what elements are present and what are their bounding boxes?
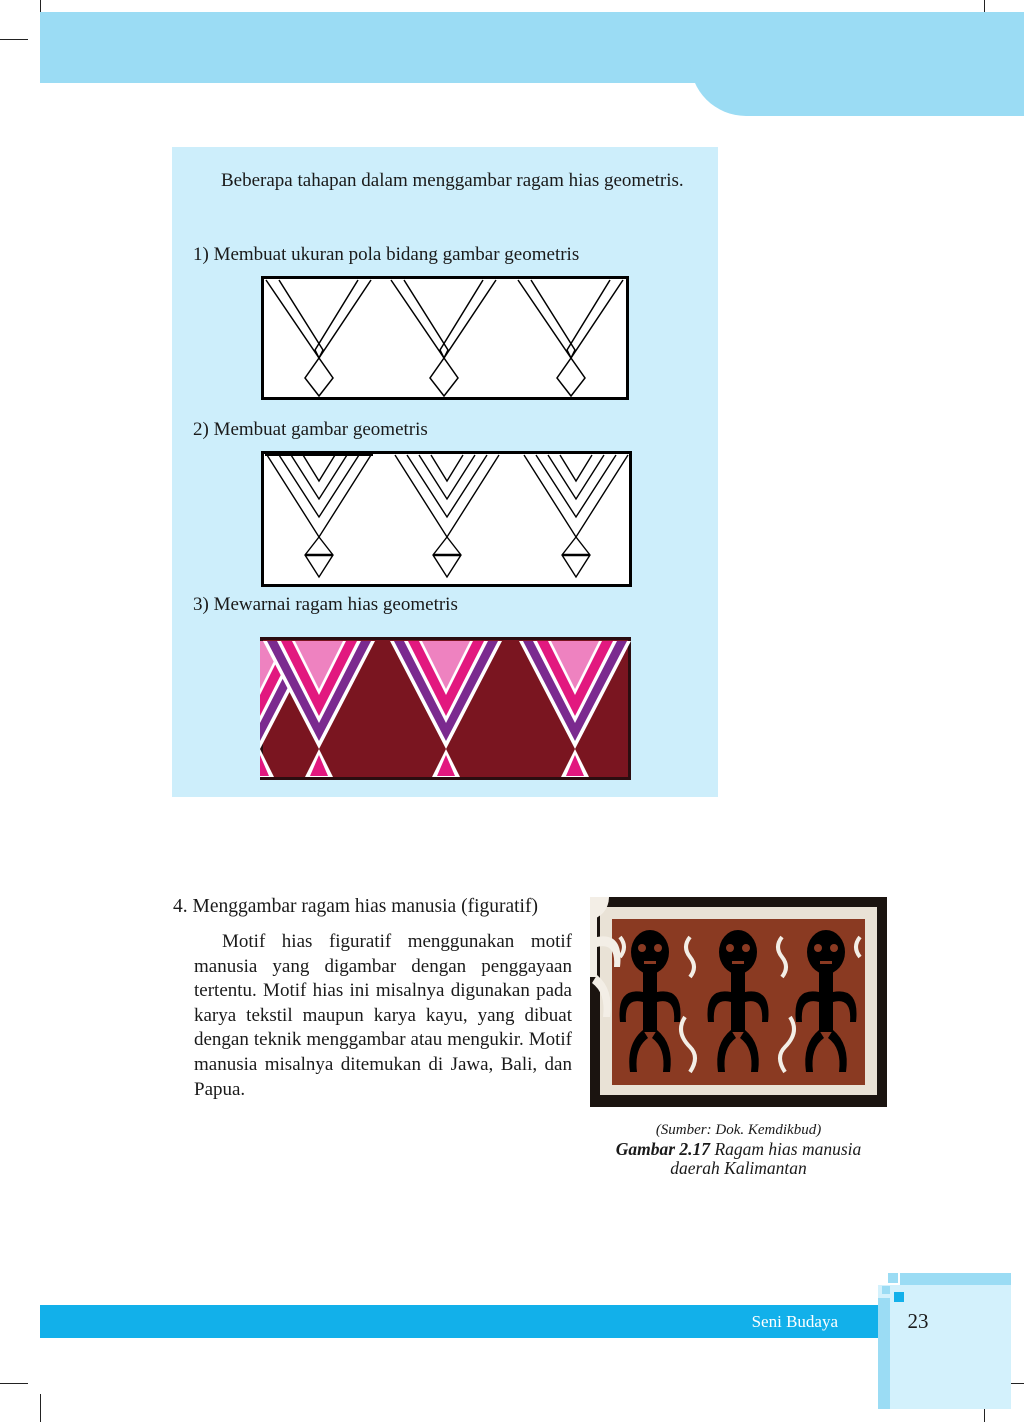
pattern-outline bbox=[261, 276, 629, 400]
figure-title bbox=[590, 1140, 887, 1178]
pixel-square bbox=[882, 1286, 890, 1294]
page-number: 23 bbox=[907, 1309, 929, 1333]
section-4-paragraph: Motif hias figuratif menggunakan motif manusia yang digambar dengan penggayaan tertentu. Motif hias ini misalnya digunakan pada karya tekstil maupun karya kayu, yang dibuat dengan teknik menggambar atau mengukir. Motif manusia misalnya ditemukan di Jawa, Bali, dan Papua. bbox=[194, 931, 572, 1100]
step-2-label: 2) Membuat gambar geometris bbox=[193, 419, 428, 440]
pattern-drawn bbox=[261, 451, 632, 587]
crop-mark bbox=[0, 39, 28, 40]
section-4-heading: 4. Menggambar ragam hias manusia (figuratif) bbox=[173, 896, 538, 917]
step-1-label: 1) Membuat ukuran pola bidang gambar geometris bbox=[193, 244, 580, 265]
header-tab bbox=[690, 60, 1024, 116]
figure-source: (Sumber: Dok. Kemdikbud) bbox=[655, 1122, 822, 1138]
pixel-square bbox=[894, 1292, 904, 1302]
crop-mark bbox=[0, 1383, 28, 1384]
step-3-label: 3) Mewarnai ragam hias geometris bbox=[193, 594, 458, 615]
figure-caption bbox=[590, 1121, 887, 1178]
crop-mark bbox=[40, 1394, 41, 1422]
figure-title-text: Ragam hias manusia daerah Kalimantan bbox=[670, 1139, 862, 1178]
pattern-colored bbox=[260, 637, 631, 780]
pixel-square bbox=[888, 1273, 898, 1283]
pixel-square bbox=[878, 1298, 890, 1409]
footer-side-block bbox=[878, 1285, 1011, 1409]
figure-number: Gambar 2.17 bbox=[615, 1139, 711, 1159]
book-title: Seni Budaya bbox=[751, 1312, 838, 1331]
kalimantan-ornament-image bbox=[590, 897, 887, 1107]
intro-paragraph: Beberapa tahapan dalam menggambar ragam hias geometris. bbox=[221, 170, 684, 191]
pixel-square bbox=[900, 1273, 1011, 1285]
